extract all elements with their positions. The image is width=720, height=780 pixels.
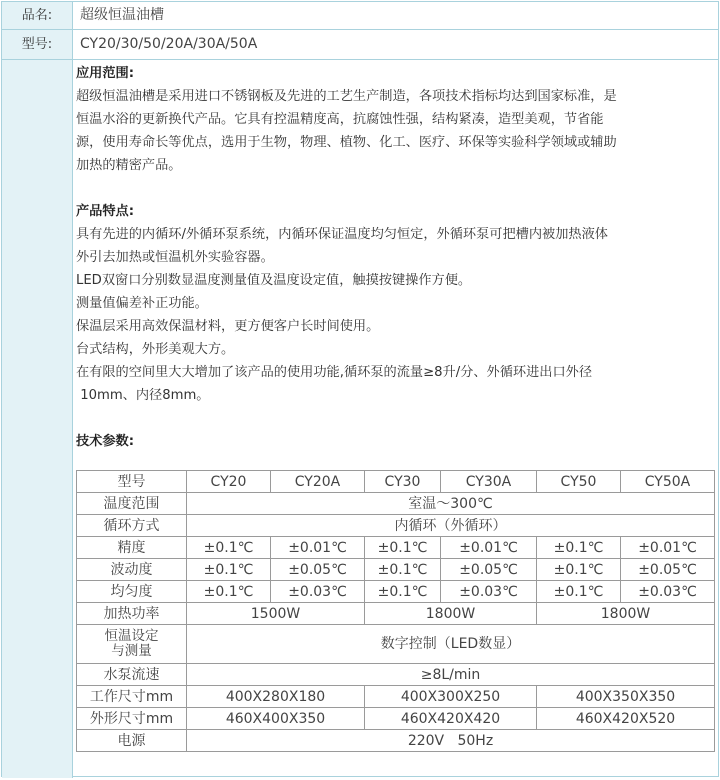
spec-cell: 内循环（外循环） [187, 515, 715, 537]
spec-cell: 1800W [537, 603, 715, 625]
spec-cell: ≥8L/min [187, 664, 715, 686]
spec-cell: ±0.03℃ [441, 581, 537, 603]
feature-line: 台式结构，外形美观大方。 [76, 342, 235, 357]
spec-cell: 室温～300℃ [187, 493, 715, 515]
feature-line: 在有限的空间里大大增加了该产品的使用功能,循环泵的流量≥8升/分、外循环进出口外径 [76, 365, 593, 380]
spec-cell: 1800W [365, 603, 537, 625]
spec-cell: ±0.05℃ [271, 559, 365, 581]
table-row [77, 686, 715, 708]
table-row [77, 515, 715, 537]
spec-cell: ±0.1℃ [537, 559, 621, 581]
feature-line: 具有先进的内循环/外循环泵系统，内循环保证温度均匀恒定，外循环泵可把槽内被加热液体 [76, 227, 608, 242]
spec-cell: ±0.1℃ [187, 559, 271, 581]
spec-cell: 400X350X350 [537, 686, 715, 708]
model-cell: CY50 [537, 471, 621, 493]
spec-cell: 460X420X420 [365, 708, 537, 730]
model-value: CY20/30/50/20A/30A/50A [80, 36, 258, 52]
features-title: 产品特点: [76, 204, 135, 219]
table-row [77, 730, 715, 752]
spec-cell: ±0.05℃ [621, 559, 715, 581]
spec-cell: ±0.05℃ [441, 559, 537, 581]
spec-row-label: 外形尺寸mm [77, 708, 187, 730]
table-row [77, 493, 715, 515]
spec-table [76, 470, 715, 752]
product-sheet [1, 1, 719, 777]
model-cell: CY50A [621, 471, 715, 493]
table-row [77, 708, 715, 730]
table-row [77, 625, 715, 664]
product-name-label: 品名: [2, 2, 73, 29]
spec-cell: ±0.1℃ [537, 537, 621, 559]
application-title: 应用范围: [76, 66, 135, 81]
table-row [77, 559, 715, 581]
model-cell: CY20A [271, 471, 365, 493]
model-row [2, 30, 718, 60]
spec-row-label [77, 625, 187, 664]
spec-row-label: 温度范围 [77, 493, 187, 515]
table-row [77, 664, 715, 686]
product-name-value: 超级恒温油槽 [80, 7, 164, 23]
spec-row-label: 电源 [77, 730, 187, 752]
spec-cell: ±0.01℃ [621, 537, 715, 559]
left-label-column [2, 60, 73, 778]
spec-cell: ±0.1℃ [187, 537, 271, 559]
spec-row-label: 循环方式 [77, 515, 187, 537]
application-line: 加热的精密产品。 [76, 158, 182, 173]
spec-cell: 220V 50Hz [187, 730, 715, 752]
spec-row-label: 型号 [77, 471, 187, 493]
table-row [77, 537, 715, 559]
spec-cell: ±0.03℃ [271, 581, 365, 603]
control-label-line-1: 恒温设定 [104, 628, 159, 644]
spec-cell: ±0.1℃ [365, 537, 441, 559]
spec-cell: ±0.1℃ [365, 559, 441, 581]
spec-cell: ±0.03℃ [621, 581, 715, 603]
spec-cell: 1500W [187, 603, 365, 625]
application-line: 恒温水浴的更新换代产品。它具有控温精度高，抗腐蚀性强，结构紧凑，造型美观，节省能 [76, 112, 604, 127]
spec-cell: ±0.1℃ [537, 581, 621, 603]
spec-cell: ±0.01℃ [271, 537, 365, 559]
spec-cell: 460X400X350 [187, 708, 365, 730]
specs-title: 技术参数: [76, 434, 135, 449]
application-line: 超级恒温油槽是采用进口不锈钢板及先进的工艺生产制造，各项技术指标均达到国家标准，是 [76, 89, 617, 104]
spec-cell: ±0.1℃ [365, 581, 441, 603]
table-row [77, 603, 715, 625]
model-cell: CY30 [365, 471, 441, 493]
table-row [77, 471, 715, 493]
model-label: 型号: [2, 30, 73, 59]
spec-row-label: 工作尺寸mm [77, 686, 187, 708]
description-content [76, 62, 716, 453]
feature-line: 外引去加热或恒温机外实验容器。 [76, 250, 274, 265]
application-line: 源，使用寿命长等优点，选用于生物，物理、植物、化工、医疗、环保等实验科学领域或辅助 [76, 135, 617, 150]
spec-cell: 460X420X520 [537, 708, 715, 730]
spec-cell: ±0.1℃ [187, 581, 271, 603]
feature-line: LED双窗口分别数显温度测量值及温度设定值，触摸按键操作方便。 [76, 273, 472, 288]
product-name-row [2, 2, 718, 30]
table-row [77, 581, 715, 603]
spec-cell: 400X300X250 [365, 686, 537, 708]
model-cell: CY20 [187, 471, 271, 493]
control-label-line-2: 与测量 [111, 643, 152, 659]
spec-cell: ±0.01℃ [441, 537, 537, 559]
spec-row-label: 波动度 [77, 559, 187, 581]
feature-line: 测量值偏差补正功能。 [76, 296, 208, 311]
feature-line: 10mm、内径8mm。 [76, 388, 210, 403]
spec-row-label: 水泵流速 [77, 664, 187, 686]
spec-row-label: 均匀度 [77, 581, 187, 603]
spec-row-label: 精度 [77, 537, 187, 559]
feature-line: 保温层采用高效保温材料，更方便客户长时间使用。 [76, 319, 380, 334]
spec-cell: 数字控制（LED数显） [187, 625, 715, 664]
spec-cell: 400X280X180 [187, 686, 365, 708]
spec-row-label: 加热功率 [77, 603, 187, 625]
model-cell: CY30A [441, 471, 537, 493]
